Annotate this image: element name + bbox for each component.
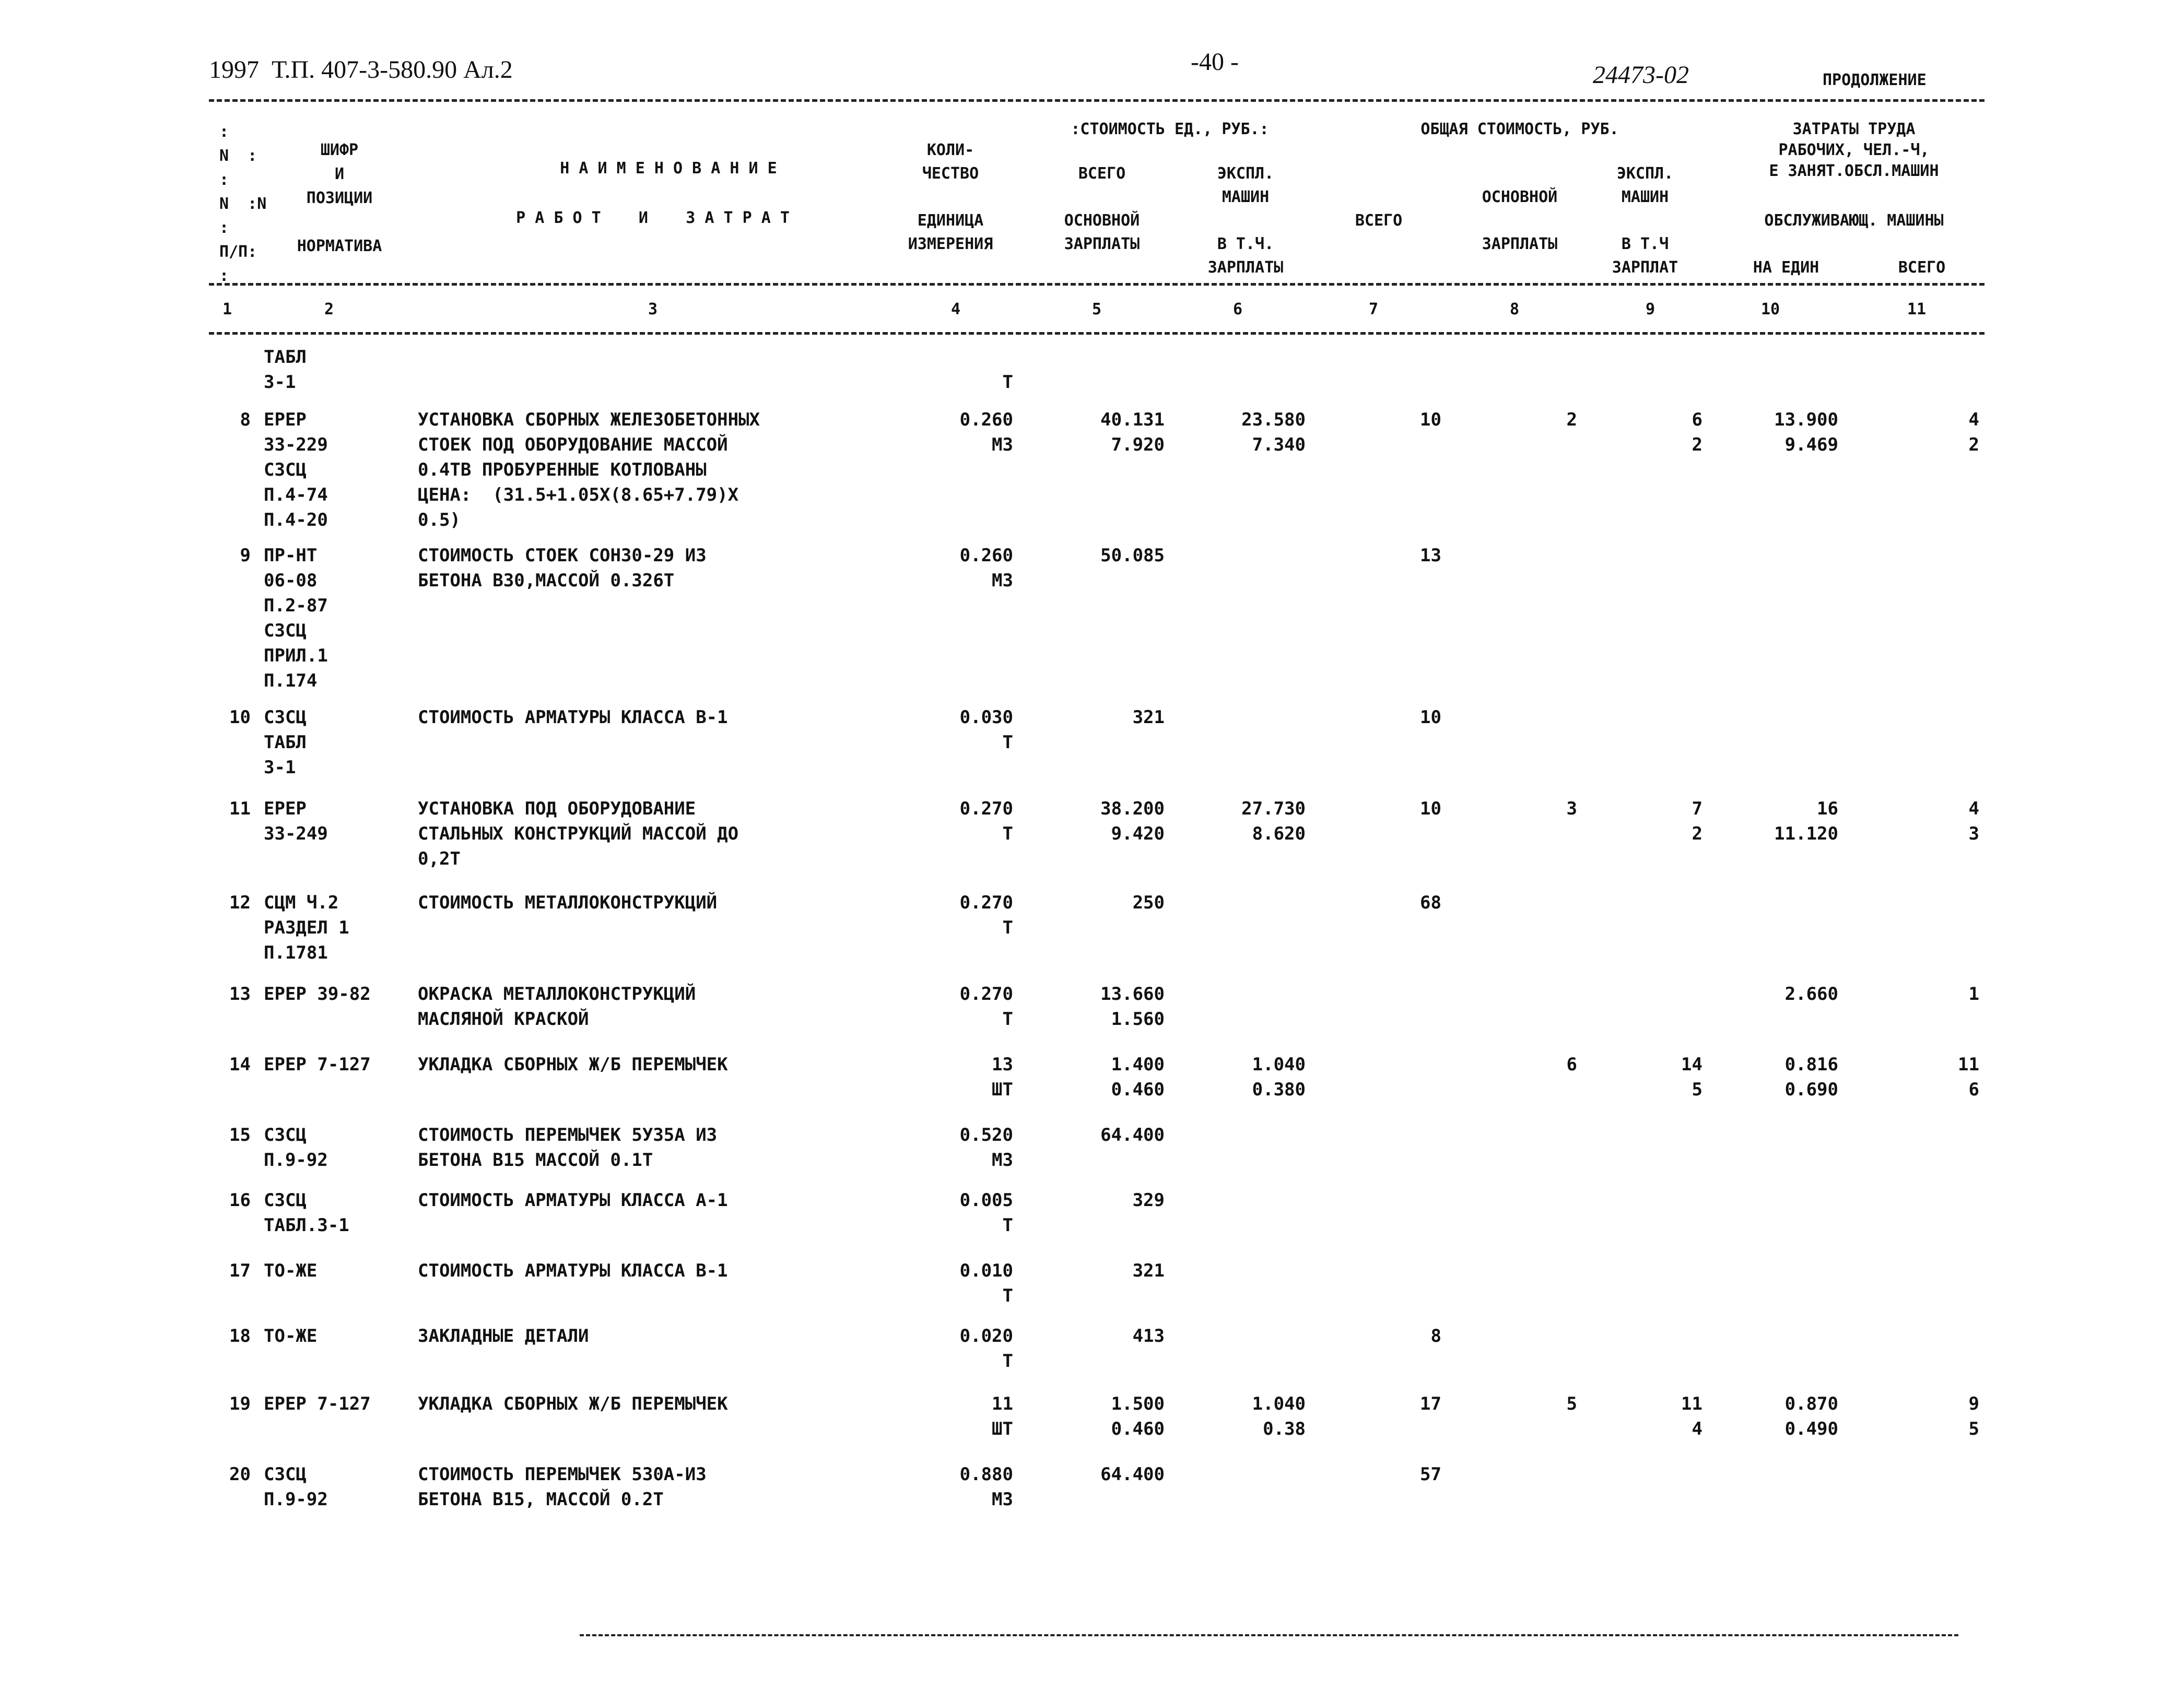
row-10-name: СТОИМОСТЬ АРМАТУРЫ КЛАССА В-1 <box>418 707 728 728</box>
row-12-total: 68 <box>1420 892 1441 913</box>
col-header-c10: НА ЕДИН <box>1753 258 1819 277</box>
col-header-c9-4: ЗАРПЛАТ <box>1612 258 1678 277</box>
row-20-name: СТОИМОСТЬ ПЕРЕМЫЧЕК 530А-ИЗ БЕТОНА В15, МАССОЙ 0.2Т <box>418 1464 707 1510</box>
col-header-c6-4: ЗАРПЛАТЫ <box>1207 258 1284 277</box>
col-number-9: 9 <box>1645 300 1655 318</box>
continuation-label: ПРОДОЛЖЕНИЕ <box>1823 71 1927 89</box>
page-number: -40 - <box>1191 48 1239 76</box>
row-19-wage: 5 <box>1566 1393 1577 1414</box>
row-11-mach_total: 7 2 <box>1692 798 1702 844</box>
row-10-unit_total: 321 <box>1132 707 1165 728</box>
row-19-code: ЕРЕР 7-127 <box>264 1393 371 1414</box>
document-header-left: 1997 Т.П. 407-3-580.90 Ал.2 <box>209 56 513 84</box>
col-header-labor-2: РАБОЧИХ, ЧЕЛ.-Ч, <box>1778 141 1930 159</box>
col-header-qty-3: ЕДИНИЦА <box>917 211 984 230</box>
row-8-qty: 0.260 М3 <box>959 409 1013 455</box>
row-8-labor_unit: 13.900 9.469 <box>1774 409 1838 455</box>
row-19-qty: 11 ШТ <box>992 1393 1013 1439</box>
row-14-labor_total: 11 6 <box>1958 1054 1979 1100</box>
row-13-code: ЕРЕР 39-82 <box>264 984 371 1005</box>
col-header-labor-1: ЗАТРАТЫ ТРУДА <box>1792 120 1916 138</box>
row-19-unit_total: 1.500 0.460 <box>1111 1393 1165 1439</box>
row-12-name: СТОИМОСТЬ МЕТАЛЛОКОНСТРУКЦИЙ <box>418 892 718 913</box>
row-13-labor_total: 1 <box>1968 984 1979 1005</box>
row-8-wage: 2 <box>1566 409 1577 430</box>
row-8-code: ЕРЕР 33-229 СЗСЦ П.4-74 П.4-20 <box>264 409 328 530</box>
col-header-c9-2: МАШИН <box>1621 188 1669 206</box>
row-18-name: ЗАКЛАДНЫЕ ДЕТАЛИ <box>418 1326 589 1347</box>
col-header-c6-2: МАШИН <box>1222 188 1270 206</box>
row-18-qty: 0.020 Т <box>959 1326 1013 1372</box>
row-9-unit_total: 50.085 <box>1100 545 1165 566</box>
row-13-qty: 0.270 Т <box>959 984 1013 1030</box>
row-12-n: 12 <box>229 892 251 913</box>
row-16-code: СЗСЦ ТАБЛ.3-1 <box>264 1190 349 1236</box>
col-header-qty-4: ИЗМЕРЕНИЯ <box>908 235 993 253</box>
row-14-name: УКЛАДКА СБОРНЫХ Ж/Б ПЕРЕМЫЧЕК <box>418 1054 728 1075</box>
row-13-name: ОКРАСКА МЕТАЛЛОКОНСТРУКЦИЙ МАСЛЯНОЙ КРАСКОЙ <box>418 984 696 1030</box>
row-8-total: 10 <box>1420 409 1441 430</box>
row-16-n: 16 <box>229 1190 251 1211</box>
row-11-code: ЕРЕР 33-249 <box>264 798 328 844</box>
col-header-code: ШИФР И ПОЗИЦИИ НОРМАТИВА <box>297 141 382 255</box>
col-number-4: 4 <box>950 300 961 318</box>
row-15-qty: 0.520 М3 <box>959 1125 1013 1171</box>
row-14-qty: 13 ШТ <box>992 1054 1013 1100</box>
row-14-mach_total: 14 5 <box>1681 1054 1702 1100</box>
row-11-mach: 27.730 8.620 <box>1241 798 1306 844</box>
row-19-mach: 1.040 0.38 <box>1252 1393 1306 1439</box>
row-11-n: 11 <box>229 798 251 819</box>
footer-rule <box>580 1634 1958 1636</box>
column-number-rule <box>209 332 1985 335</box>
row-11-labor_total: 4 3 <box>1968 798 1979 844</box>
row-15-unit_total: 64.400 <box>1100 1125 1165 1145</box>
col-header-c11: ВСЕГО <box>1898 258 1946 277</box>
row-13-labor_unit: 2.660 <box>1784 984 1838 1005</box>
row-19-labor_unit: 0.870 0.490 <box>1784 1393 1838 1439</box>
row-11-wage: 3 <box>1566 798 1577 819</box>
col-header-labor-3: Е ЗАНЯТ.ОБСЛ.МАШИН <box>1769 162 1939 180</box>
col-header-c8-1: ОСНОВНОЙ <box>1482 188 1558 206</box>
row-8-mach_total: 6 2 <box>1692 409 1702 455</box>
col-number-8: 8 <box>1509 300 1520 318</box>
row-19-labor_total: 9 5 <box>1968 1393 1979 1439</box>
row-11-labor_unit: 16 11.120 <box>1774 798 1838 844</box>
row-18-total: 8 <box>1430 1326 1441 1347</box>
row-16-qty: 0.005 Т <box>959 1190 1013 1236</box>
row-16-name: СТОИМОСТЬ АРМАТУРЫ КЛАССА А-1 <box>418 1190 728 1211</box>
row-19-n: 19 <box>229 1393 251 1414</box>
row-9-qty: 0.260 М3 <box>959 545 1013 591</box>
row-19-mach_total: 11 4 <box>1681 1393 1702 1439</box>
row-11-unit_total: 38.200 9.420 <box>1100 798 1165 844</box>
col-header-name-line2: Р А Б О Т И З А Т Р А Т <box>516 209 790 227</box>
col-number-10: 10 <box>1760 300 1780 318</box>
row-17-unit_total: 321 <box>1132 1260 1165 1281</box>
row-18-unit_total: 413 <box>1132 1326 1165 1347</box>
col-header-qty-1: КОЛИ- <box>926 141 974 159</box>
col-header-qty-2: ЧЕСТВО <box>922 164 979 183</box>
col-header-c6-1: ЭКСПЛ. <box>1217 164 1274 183</box>
row-20-code: СЗСЦ П.9-92 <box>264 1464 328 1510</box>
row-17-qty: 0.010 Т <box>959 1260 1013 1306</box>
header-top-rule <box>209 99 1985 102</box>
col-header-c9-3: В Т.Ч <box>1621 235 1669 253</box>
col-number-5: 5 <box>1091 300 1102 318</box>
row-17-name: СТОИМОСТЬ АРМАТУРЫ КЛАССА В-1 <box>418 1260 728 1281</box>
row-15-n: 15 <box>229 1125 251 1145</box>
col-header-c6-3: В Т.Ч. <box>1217 235 1274 253</box>
row-15-code: СЗСЦ П.9-92 <box>264 1125 328 1171</box>
row-12-qty: 0.270 Т <box>959 892 1013 938</box>
col-number-3: 3 <box>648 300 658 318</box>
row-12-code: СЦМ Ч.2 РАЗДЕЛ 1 П.1781 <box>264 892 349 963</box>
col-header-name-line1: Н А И М Е Н О В А Н И Е <box>560 159 777 178</box>
col-number-7: 7 <box>1368 300 1379 318</box>
col-header-c7: ВСЕГО <box>1355 211 1403 230</box>
row-9-n: 9 <box>240 545 251 566</box>
row-8-labor_total: 4 2 <box>1968 409 1979 455</box>
row-11-name: УСТАНОВКА ПОД ОБОРУДОВАНИЕ СТАЛЬНЫХ КОНСТРУКЦИЙ МАССОЙ ДО 0,2Т <box>418 798 739 869</box>
row-9-code: ПР-НТ 06-08 П.2-87 СЗСЦ ПРИЛ.1 П.174 <box>264 545 328 691</box>
col-header-c5-2: ОСНОВНОЙ <box>1064 211 1140 230</box>
row-11-total: 10 <box>1420 798 1441 819</box>
row-10-n: 10 <box>229 707 251 728</box>
col-number-2: 2 <box>324 300 334 318</box>
row-14-code: ЕРЕР 7-127 <box>264 1054 371 1075</box>
row-10-code: СЗСЦ ТАБЛ 3-1 <box>264 707 307 778</box>
row-10-qty: 0.030 Т <box>959 707 1013 753</box>
row-13-unit_total: 13.660 1.560 <box>1100 984 1165 1030</box>
row-8-mach: 23.580 7.340 <box>1241 409 1306 455</box>
row-19-total: 17 <box>1420 1393 1441 1414</box>
row-15-name: СТОИМОСТЬ ПЕРЕМЫЧЕК 5У35А ИЗ БЕТОНА В15 МАССОЙ 0.1Т <box>418 1125 718 1171</box>
row-head-qty: Т <box>1002 372 1013 393</box>
row-14-unit_total: 1.400 0.460 <box>1111 1054 1165 1100</box>
row-19-name: УКЛАДКА СБОРНЫХ Ж/Б ПЕРЕМЫЧЕК <box>418 1393 728 1414</box>
col-number-11: 11 <box>1907 300 1927 318</box>
row-20-qty: 0.880 М3 <box>959 1464 1013 1510</box>
row-17-n: 17 <box>229 1260 251 1281</box>
row-11-qty: 0.270 Т <box>959 798 1013 844</box>
row-14-labor_unit: 0.816 0.690 <box>1784 1054 1838 1100</box>
col-header-c9-1: ЭКСПЛ. <box>1616 164 1674 183</box>
row-17-code: ТО-ЖЕ <box>264 1260 318 1281</box>
col-header-total-cost-title: ОБЩАЯ СТОИМОСТЬ, РУБ. <box>1420 120 1619 138</box>
row-18-code: ТО-ЖЕ <box>264 1326 318 1347</box>
col-header-c8-2: ЗАРПЛАТЫ <box>1482 235 1558 253</box>
col-header-labor-4: ОБСЛУЖИВАЮЩ. МАШИНЫ <box>1764 211 1944 230</box>
row-13-n: 13 <box>229 984 251 1005</box>
col-header-unit-cost-title: :СТОИМОСТЬ ЕД., РУБ.: <box>1071 120 1269 138</box>
row-14-mach: 1.040 0.380 <box>1252 1054 1306 1100</box>
row-20-total: 57 <box>1420 1464 1441 1485</box>
row-20-unit_total: 64.400 <box>1100 1464 1165 1485</box>
col-header-c5-1: ВСЕГО <box>1078 164 1126 183</box>
row-12-unit_total: 250 <box>1132 892 1165 913</box>
row-9-total: 13 <box>1420 545 1441 566</box>
col-header-c5-3: ЗАРПЛАТЫ <box>1064 235 1140 253</box>
col-number-1: 1 <box>222 300 232 318</box>
row-20-n: 20 <box>229 1464 251 1485</box>
col-number-6: 6 <box>1232 300 1243 318</box>
col-header-index: : N : : N :N : П/П: : <box>219 123 267 285</box>
row-18-n: 18 <box>229 1326 251 1347</box>
row-8-n: 8 <box>240 409 251 430</box>
row-14-wage: 6 <box>1566 1054 1577 1075</box>
row-14-n: 14 <box>229 1054 251 1075</box>
row-16-unit_total: 329 <box>1132 1190 1165 1211</box>
row-head-code: ТАБЛ 3-1 <box>264 347 307 393</box>
row-9-name: СТОИМОСТЬ СТОЕК СОНЗ0-29 ИЗ БЕТОНА В30,МАССОЙ 0.326Т <box>418 545 707 591</box>
row-8-name: УСТАНОВКА СБОРНЫХ ЖЕЛЕЗОБЕТОННЫХ СТОЕК ПОД ОБОРУДОВАНИЕ МАССОЙ 0.4ТВ ПРОБУРЕННЫЕ КОТЛОВАНЫ ЦЕНА: (31.5+1.05Х(8.65+7.79)Х 0.5) <box>418 409 760 530</box>
header-bottom-rule <box>209 283 1985 286</box>
document-code: 24473-02 <box>1593 61 1689 89</box>
row-10-total: 10 <box>1420 707 1441 728</box>
row-8-unit_total: 40.131 7.920 <box>1100 409 1165 455</box>
